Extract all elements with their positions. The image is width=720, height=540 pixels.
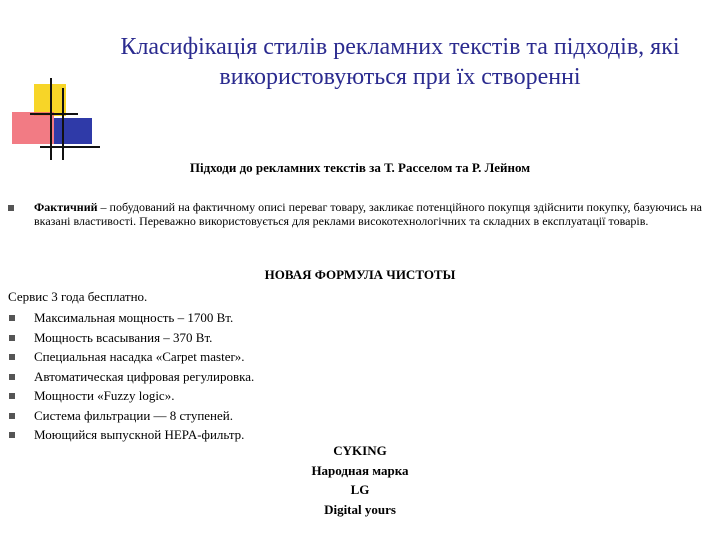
spec-item: [0, 308, 720, 328]
slide-title: Класифікація стилів рекламних текстів та підходів, які використовуються при їх створенні: [120, 34, 680, 90]
spec-item-text: Специальная насадка «Carpet master».: [34, 349, 245, 364]
logo-blue-block: [54, 118, 92, 144]
brand-item: Digital yours: [324, 501, 396, 517]
spec-item-text: Моющийся выпускной HEPA-фильтр.: [34, 427, 245, 442]
spec-item: [0, 347, 720, 367]
brand-item: CYKING: [333, 443, 387, 458]
slide-subtitle: Підходи до рекламних текстів за Т. Расселом та Р. Лейном: [189, 160, 531, 175]
ad-heading: НОВАЯ ФОРМУЛА ЧИСТОТЫ: [264, 267, 456, 282]
brand-item: Народная марка: [311, 462, 409, 478]
square-bullet-icon: [8, 205, 14, 211]
spec-item: [0, 386, 720, 406]
square-bullet-icon: [9, 413, 15, 419]
logo-red-block: [12, 112, 54, 144]
spec-item-text: Максимальная мощность – 1700 Вт.: [34, 310, 234, 325]
brand-item: LG: [350, 482, 370, 497]
spec-item-text: Мощность всасывания – 370 Вт.: [34, 329, 213, 345]
square-bullet-icon: [9, 374, 15, 380]
square-bullet-icon: [9, 315, 15, 321]
spec-item: [0, 367, 720, 387]
color-blocks-logo: [0, 0, 110, 170]
square-bullet-icon: [9, 393, 15, 399]
logo-horizontal-line: [30, 113, 78, 115]
logo-horizontal-line: [40, 146, 100, 148]
square-bullet-icon: [9, 335, 15, 341]
spec-item-text: Автоматическая цифровая регулировка.: [34, 368, 255, 384]
spec-item: [0, 328, 720, 348]
spec-item: [0, 406, 720, 426]
square-bullet-icon: [9, 432, 15, 438]
service-line: Сервис 3 года бесплатно.: [8, 289, 148, 304]
spec-item-text: Система фильтрации — 8 ступеней.: [34, 407, 233, 423]
approach-bullet: [34, 200, 706, 228]
square-bullet-icon: [9, 354, 15, 360]
approach-term: Фактичний: [34, 200, 98, 214]
approach-description: – побудований на фактичному описі переваг товару, закликає потенційного покупця здійснити покупку, базуючись на вказані властивості. Переважно використовується для реклами високотехнологічних та складних в експлуатації товарів.: [34, 200, 702, 228]
spec-item-text: Мощности «Fuzzy logic».: [34, 388, 175, 403]
spec-list: [0, 308, 720, 445]
brand-list: [0, 441, 720, 519]
logo-vertical-line: [62, 88, 64, 160]
